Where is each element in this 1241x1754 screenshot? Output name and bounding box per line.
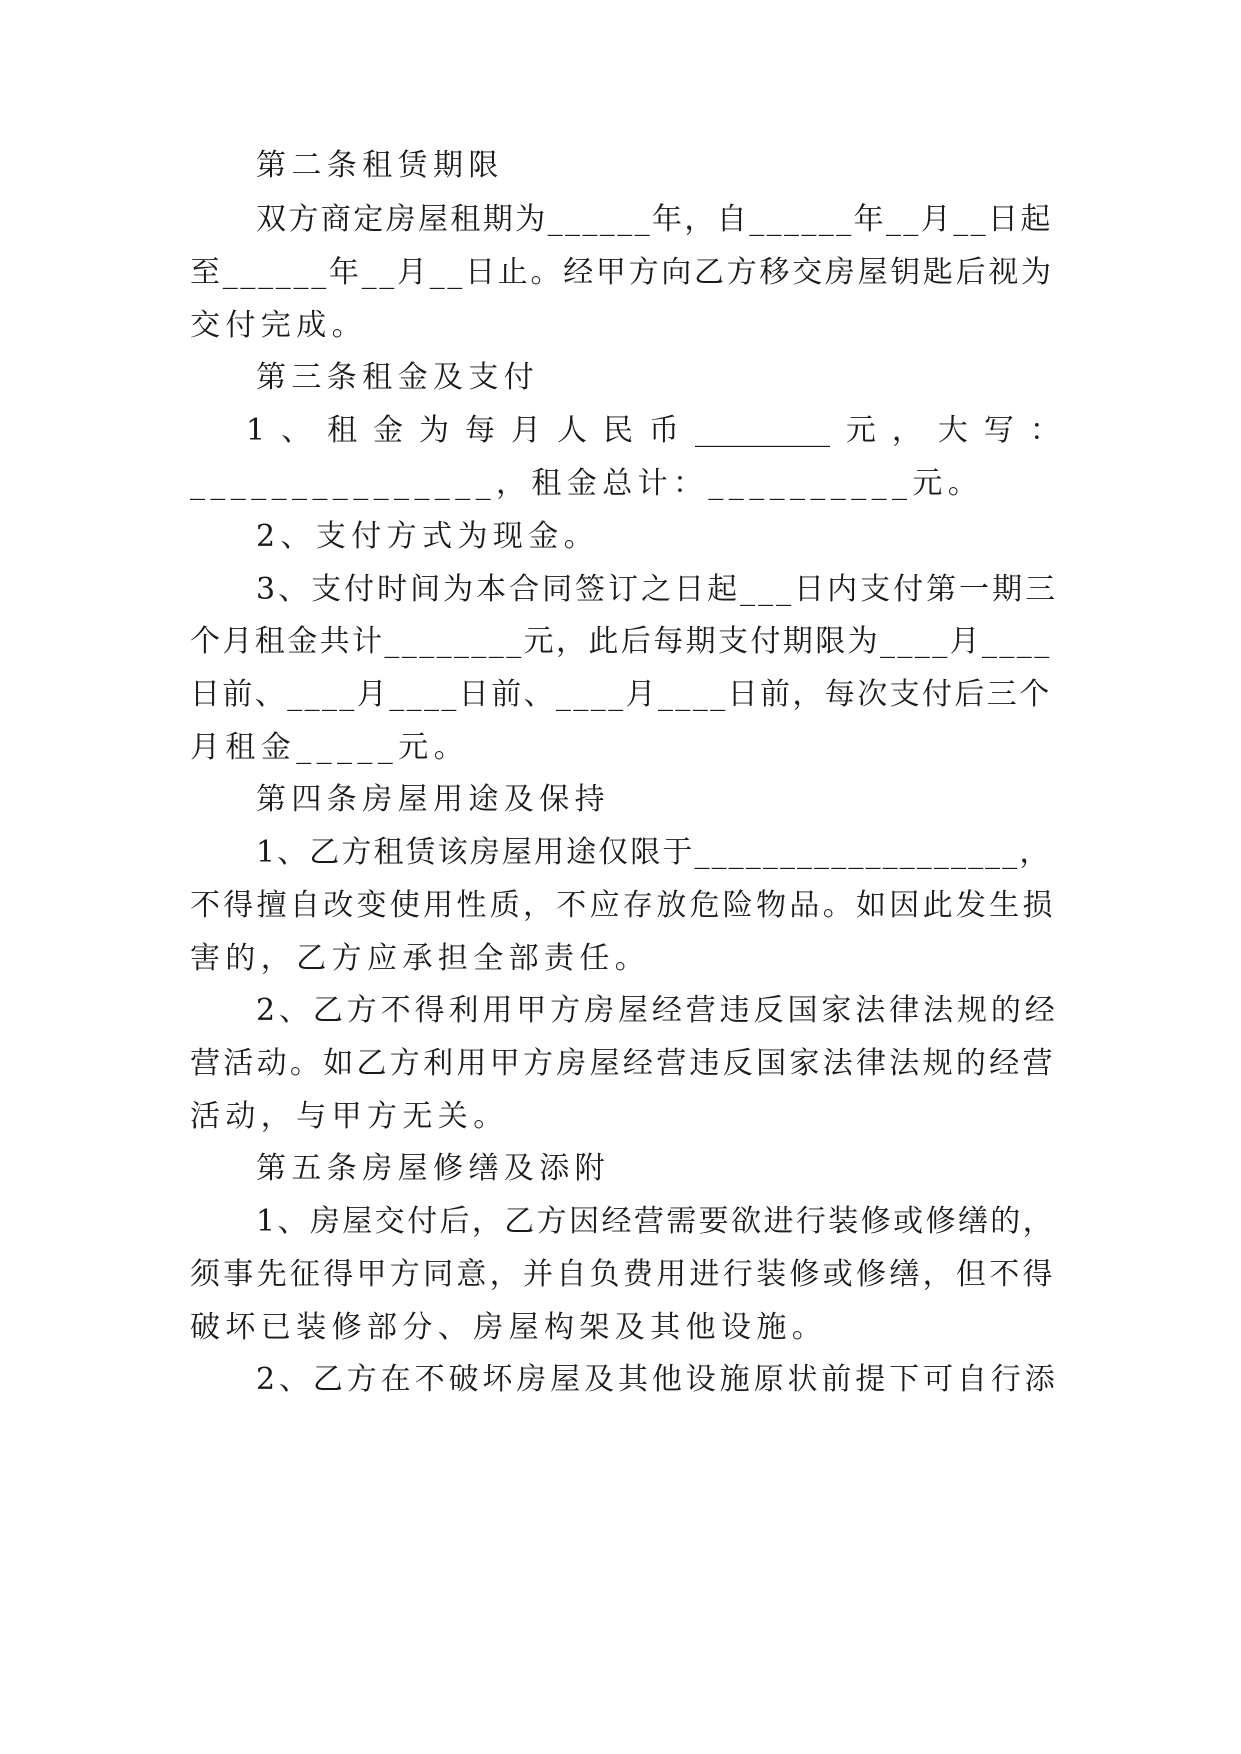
text-fragment: 元: [845, 413, 876, 448]
paragraph-line: 双方商定房屋租期为______年，自______年__月__日起: [256, 202, 1053, 237]
text-fragment: 租: [327, 413, 358, 448]
paragraph-line: 日前、____月____日前、____月____日前，每次支付后三个: [190, 677, 1052, 712]
paragraph-line: 2、支付方式为现金。: [256, 519, 600, 554]
paragraph-line: 营活动。如乙方利用甲方房屋经营违反国家法律法规的经营: [190, 1046, 1056, 1081]
paragraph-line: 2、乙方在不破坏房屋及其他设施原状前提下可自行添: [256, 1362, 1059, 1397]
paragraph-line: 3、支付时间为本合同签订之日起___日内支付第一期三: [256, 572, 1059, 607]
paragraph-line: 1、乙方租赁该房屋用途仅限于___________________，: [256, 835, 1052, 870]
paragraph-line: 交付完成。: [190, 308, 367, 343]
paragraph-line: 不得擅自改变使用性质，不应存放危险物品。如因此发生损: [190, 888, 1056, 923]
text-fragment: 每: [465, 413, 496, 448]
text-fragment: 月: [511, 413, 541, 448]
text-fragment: 写: [983, 413, 1014, 448]
section-heading-term: 第二条租赁期限: [256, 148, 504, 183]
rent-amount-line: [246, 411, 1060, 451]
paragraph-line: _______________，租金总计：__________元。: [190, 466, 984, 501]
text-fragment: 为: [419, 413, 450, 448]
paragraph-line: 个月租金共计________元，此后每期支付期限为____月____: [190, 624, 1052, 659]
text-fragment: 币: [648, 413, 679, 448]
text-fragment: 1: [246, 413, 266, 448]
paragraph-line: 1、房屋交付后，乙方因经营需要欲进行装修或修缮的，: [256, 1204, 1056, 1239]
paragraph-line: 至______年__月__日止。经甲方向乙方移交房屋钥匙后视为: [190, 255, 1054, 290]
text-fragment: ：: [1029, 413, 1060, 448]
paragraph-line: 破坏已装修部分、房屋构架及其他设施。: [190, 1310, 828, 1345]
paragraph-line: 害的，乙方应承担全部责任。: [190, 941, 651, 976]
text-fragment: 大: [937, 413, 968, 448]
text-fragment: _________: [694, 413, 830, 448]
text-fragment: 民: [602, 413, 633, 448]
text-fragment: ，: [891, 413, 922, 448]
paragraph-line: 活动，与甲方无关。: [190, 1099, 509, 1134]
paragraph-line: 须事先征得甲方同意，并自负费用进行装修或修缮，但不得: [190, 1257, 1056, 1292]
section-heading-use: 第四条房屋用途及保持: [256, 782, 610, 817]
text-fragment: 金: [373, 413, 404, 448]
text-fragment: 人: [556, 413, 587, 448]
paragraph-line: 月租金_____元。: [190, 730, 469, 765]
paragraph-line: 2、乙方不得利用甲方房屋经营违反国家法律法规的经: [256, 993, 1059, 1028]
text-fragment: 、: [281, 413, 312, 448]
section-heading-rent: 第三条租金及支付: [256, 360, 540, 395]
section-heading-repair: 第五条房屋修缮及添附: [256, 1151, 610, 1186]
